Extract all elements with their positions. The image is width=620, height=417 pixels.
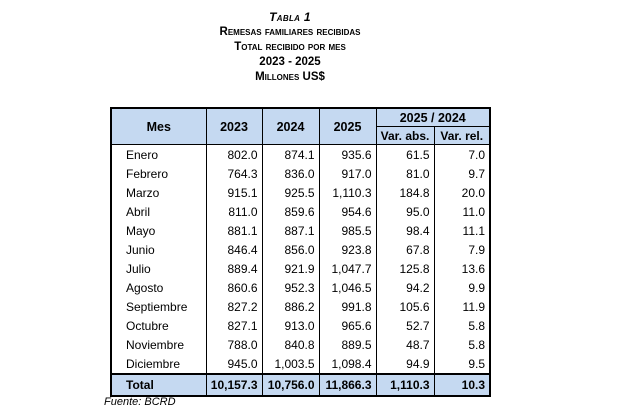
cell-2025: 985.5 [319,221,376,240]
cell-var-rel: 5.8 [434,335,490,354]
cell-2023: 764.3 [206,164,262,183]
cell-2024: 840.8 [262,335,319,354]
cell-2025: 954.6 [319,202,376,221]
cell-2024: 952.3 [262,278,319,297]
table-row [111,297,490,316]
cell-mes: Mayo [111,221,206,240]
header-2025: 2025 [319,108,376,145]
cell-2025: 935.6 [319,145,376,165]
cell-var-abs: 184.8 [376,183,434,202]
cell-var-rel: 9.9 [434,278,490,297]
cell-total-2023: 10,157.3 [206,374,262,396]
table-row [111,259,490,278]
cell-var-rel: 7.9 [434,240,490,259]
cell-mes: Marzo [111,183,206,202]
cell-total-2025: 11,866.3 [319,374,376,396]
total-row [111,374,490,396]
cell-var-rel: 9.7 [434,164,490,183]
cell-mes: Enero [111,145,206,165]
cell-mes: Noviembre [111,335,206,354]
cell-2023: 915.1 [206,183,262,202]
source-note: Fuente: BCRD [104,396,176,408]
table-row [111,335,490,354]
remittances-table [110,107,491,397]
cell-2023: 811.0 [206,202,262,221]
cell-2023: 827.2 [206,297,262,316]
cell-mes: Diciembre [111,354,206,374]
cell-var-abs: 125.8 [376,259,434,278]
table-row [111,316,490,335]
table-row [111,240,490,259]
table-row [111,354,490,374]
header-2023: 2023 [206,108,262,145]
cell-var-abs: 94.2 [376,278,434,297]
cell-2024: 887.1 [262,221,319,240]
cell-2023: 846.4 [206,240,262,259]
cell-mes: Abril [111,202,206,221]
cell-var-abs: 105.6 [376,297,434,316]
cell-2024: 1,003.5 [262,354,319,374]
header-2024: 2024 [262,108,319,145]
cell-2025: 917.0 [319,164,376,183]
cell-2023: 788.0 [206,335,262,354]
cell-2025: 1,110.3 [319,183,376,202]
cell-2023: 827.1 [206,316,262,335]
cell-var-rel: 7.0 [434,145,490,165]
table-row [111,278,490,297]
table-row [111,202,490,221]
cell-var-rel: 13.6 [434,259,490,278]
cell-mes: Agosto [111,278,206,297]
cell-var-rel: 9.5 [434,354,490,374]
table-number: Tabla 1 [269,10,311,24]
cell-2024: 836.0 [262,164,319,183]
header-var-rel: Var. rel. [434,127,490,145]
cell-2024: 856.0 [262,240,319,259]
cell-2025: 965.6 [319,316,376,335]
title-line-remesas: Remesas familiares recibidas [219,26,361,38]
cell-var-rel: 5.8 [434,316,490,335]
cell-2025: 889.5 [319,335,376,354]
cell-2024: 913.0 [262,316,319,335]
cell-2024: 921.9 [262,259,319,278]
cell-2025: 1,047.7 [319,259,376,278]
cell-total-2024: 10,756.0 [262,374,319,396]
title-line-total: Total recibido por mes [234,41,346,53]
table-row [111,221,490,240]
cell-mes: Septiembre [111,297,206,316]
cell-2025: 1,098.4 [319,354,376,374]
cell-2024: 925.5 [262,183,319,202]
cell-var-rel: 11.0 [434,202,490,221]
cell-total-var-rel: 10.3 [434,374,490,396]
title-line-years: 2023 - 2025 [259,56,321,68]
table-title-block [0,10,580,85]
cell-var-rel: 20.0 [434,183,490,202]
cell-var-abs: 98.4 [376,221,434,240]
header-mes: Mes [111,108,206,145]
cell-2025: 923.8 [319,240,376,259]
cell-total-label: Total [111,374,206,396]
header-var-abs: Var. abs. [376,127,434,145]
cell-2023: 860.6 [206,278,262,297]
cell-var-abs: 48.7 [376,335,434,354]
cell-2024: 886.2 [262,297,319,316]
header-group-2025-2024: 2025 / 2024 [376,108,490,127]
cell-var-rel: 11.1 [434,221,490,240]
cell-total-var-abs: 1,110.3 [376,374,434,396]
cell-mes: Febrero [111,164,206,183]
cell-var-abs: 67.8 [376,240,434,259]
cell-2025: 991.8 [319,297,376,316]
cell-var-abs: 81.0 [376,164,434,183]
cell-var-abs: 52.7 [376,316,434,335]
cell-mes: Octubre [111,316,206,335]
cell-2024: 859.6 [262,202,319,221]
cell-2023: 881.1 [206,221,262,240]
cell-var-abs: 95.0 [376,202,434,221]
cell-2024: 874.1 [262,145,319,165]
cell-2025: 1,046.5 [319,278,376,297]
cell-2023: 945.0 [206,354,262,374]
title-line-units: Millones US$ [255,71,325,83]
cell-2023: 802.0 [206,145,262,165]
table-row [111,145,490,165]
cell-mes: Junio [111,240,206,259]
cell-var-abs: 94.9 [376,354,434,374]
cell-var-rel: 11.9 [434,297,490,316]
table-row [111,183,490,202]
cell-2023: 889.4 [206,259,262,278]
cell-var-abs: 61.5 [376,145,434,165]
cell-mes: Julio [111,259,206,278]
table-row [111,164,490,183]
